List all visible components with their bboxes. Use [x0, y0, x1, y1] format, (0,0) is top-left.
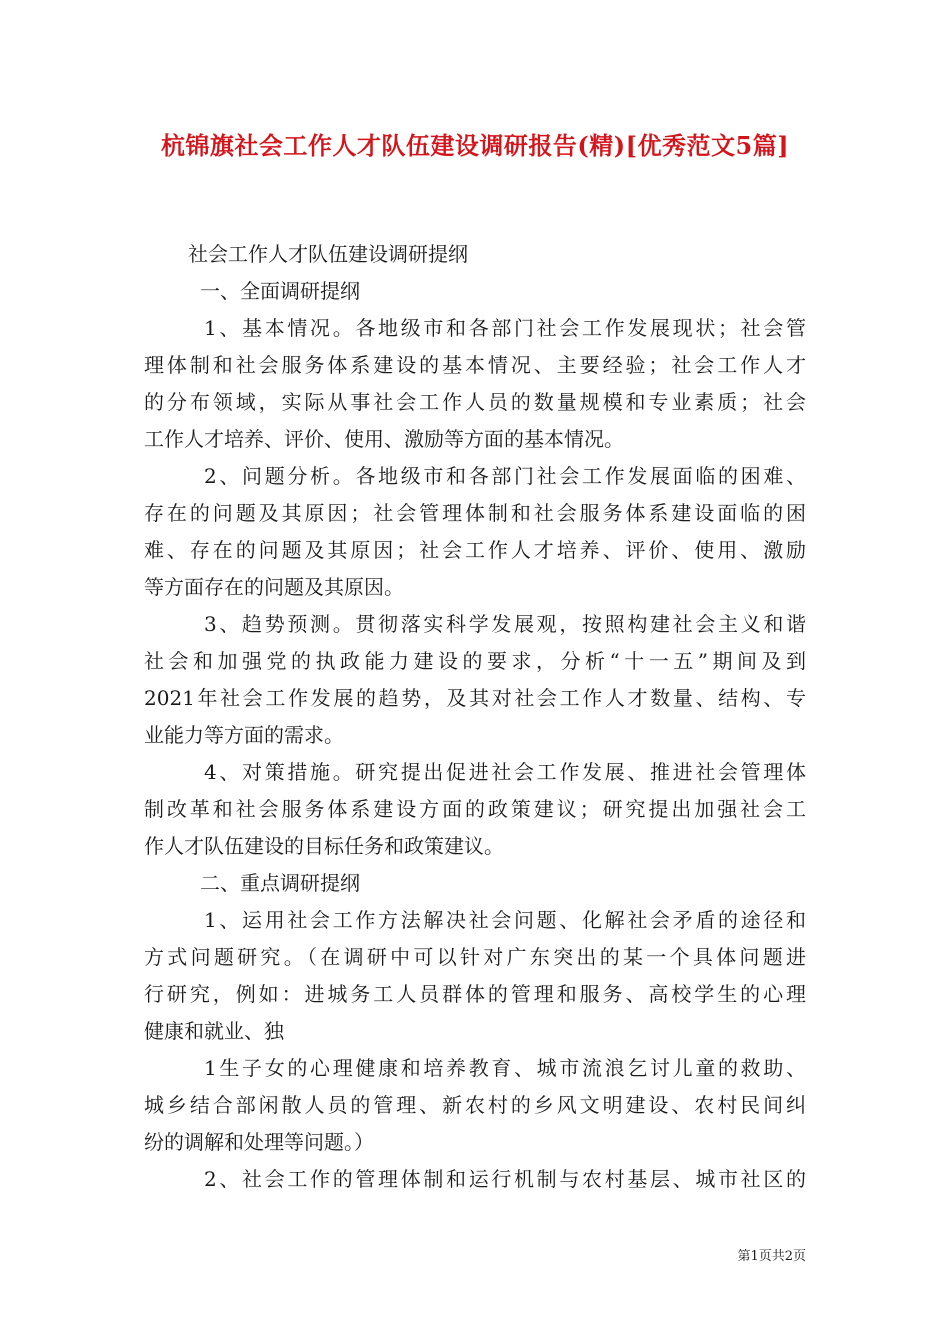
paragraph-line: 业能力等方面的需求。 [144, 723, 344, 747]
paragraph-line: 2021年社会工作发展的趋势，及其对社会工作人才数量、结构、专 [144, 686, 806, 710]
paragraph-line: 城乡结合部闲散人员的管理、新农村的乡风文明建设、农村民间纠 [144, 1093, 806, 1117]
paragraph-line: 3、趋势预测。贯彻落实科学发展观，按照构建社会主义和谐 [204, 612, 806, 636]
page-number: 第1页共2页 [737, 1249, 806, 1264]
section-heading: 社会工作人才队伍建设调研提纲 [188, 242, 468, 266]
paragraph-line: 理体制和社会服务体系建设的基本情况、主要经验；社会工作人才 [144, 353, 806, 377]
paragraph-line: 工作人才培养、评价、使用、激励等方面的基本情况。 [144, 427, 624, 451]
paragraph-line: 行研究，例如：进城务工人员群体的管理和服务、高校学生的心理 [144, 982, 806, 1006]
paragraph-line: 纷的调解和处理等问题。） [144, 1130, 374, 1154]
paragraph-line: 1生子女的心理健康和培养教育、城市流浪乞讨儿童的救助、 [204, 1056, 806, 1080]
paragraph-line: 存在的问题及其原因；社会管理体制和社会服务体系建设面临的困 [144, 501, 806, 525]
paragraph-line: 4、对策措施。研究提出促进社会工作发展、推进社会管理体 [204, 760, 806, 784]
paragraph-line: 等方面存在的问题及其原因。 [144, 575, 404, 599]
paragraph-line: 的分布领域，实际从事社会工作人员的数量规模和专业素质；社会 [144, 390, 806, 414]
section-heading: 二、重点调研提纲 [200, 871, 360, 895]
paragraph-line: 社会和加强党的执政能力建设的要求，分析“十一五”期间及到 [144, 649, 806, 673]
paragraph-line: 方式问题研究。（在调研中可以针对广东突出的某一个具体问题进 [144, 945, 806, 969]
paragraph-line: 2、社会工作的管理体制和运行机制与农村基层、城市社区的 [204, 1167, 806, 1191]
document-body [144, 236, 806, 1198]
paragraph-line: 难、存在的问题及其原因；社会工作人才培养、评价、使用、激励 [144, 538, 806, 562]
section-heading: 一、全面调研提纲 [200, 279, 360, 303]
paragraph-line: 作人才队伍建设的目标任务和政策建议。 [144, 834, 504, 858]
paragraph-line: 2、问题分析。各地级市和各部门社会工作发展面临的困难、 [204, 464, 806, 488]
paragraph-line: 健康和就业、独 [144, 1019, 284, 1043]
document-title: 杭锦旗社会工作人才队伍建设调研报告(精)[优秀范文5篇] [160, 131, 790, 160]
paragraph-line: 1、基本情况。各地级市和各部门社会工作发展现状；社会管 [204, 316, 806, 340]
paragraph-line: 制改革和社会服务体系建设方面的政策建议；研究提出加强社会工 [144, 797, 806, 821]
paragraph-line: 1、运用社会工作方法解决社会问题、化解社会矛盾的途径和 [204, 908, 806, 932]
